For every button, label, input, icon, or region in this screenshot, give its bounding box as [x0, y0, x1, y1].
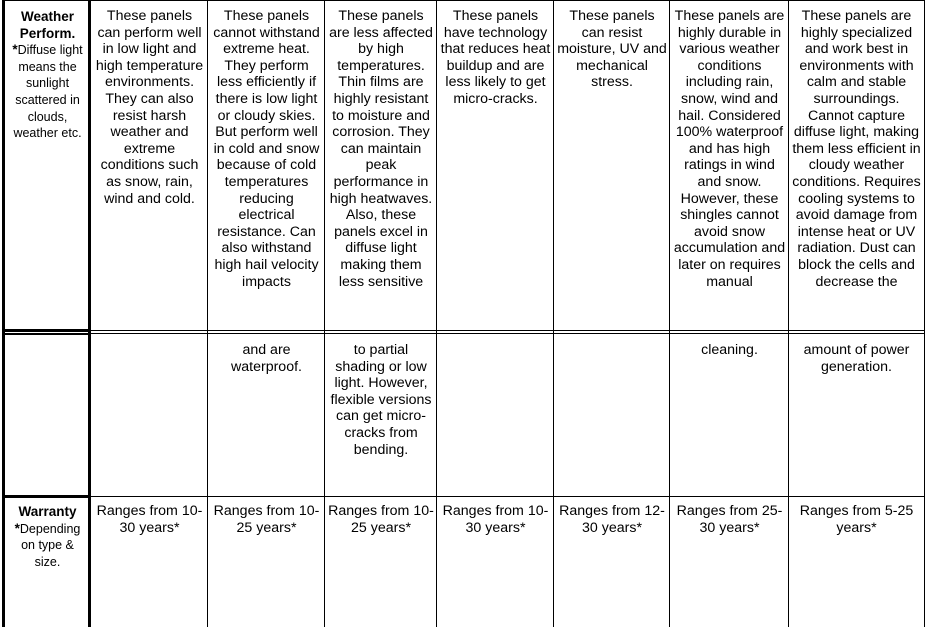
table-cell: Ranges from 10-30 years* — [96, 503, 203, 536]
table-cell: Ranges from 10-30 years* — [442, 503, 549, 536]
table-cell: These panels are less affected by high temperatures. Thin films are highly resistant to moisture and corrosion. They can maintain peak performance in high heatwaves. Also, these panels excel in diffuse light making them less sensitive — [329, 8, 433, 290]
row-header-star: * — [14, 520, 20, 536]
table-border — [91, 496, 925, 497]
table-border — [2, 333, 91, 335]
table-border — [91, 333, 925, 334]
row-header-title: Warranty — [18, 504, 77, 519]
table-cell: to partial shading or low light. However, flexible versions can get micro-cracks from bending. — [330, 342, 432, 458]
table-cell — [91, 334, 208, 496]
table-border — [2, 329, 91, 332]
table-border — [2, 0, 5, 627]
table-border — [924, 0, 925, 627]
table-border — [2, 495, 91, 498]
table-border — [436, 0, 437, 627]
row-header-weather — [5, 0, 90, 330]
table-cell: Ranges from 10-25 years* — [213, 503, 320, 536]
table-cell: Ranges from 10-25 years* — [328, 503, 434, 536]
table-border — [91, 330, 925, 331]
row-header-star: * — [12, 42, 18, 58]
row-header-continuation — [5, 334, 90, 496]
table-cell — [437, 334, 554, 496]
table-border — [207, 0, 208, 627]
row-header-title: Weather Perform. — [19, 9, 76, 41]
table-cell: These panels have technology that reduces heat buildup and are less likely to get micro-cracks. — [440, 8, 551, 107]
table-cell: amount of power generation. — [803, 342, 910, 375]
table-cell: These panels are highly durable in various weather conditions including rain, snow, wind and hail. Considered 100% waterproof and has high ratings in wind and snow. However, these shingles cannot avoid snow accumulation and later on requires manual — [673, 8, 786, 290]
table-border — [88, 0, 91, 627]
table-cell: and are waterproof. — [231, 342, 302, 375]
table-cell: Ranges from 12-30 years* — [559, 503, 665, 536]
table-cell: These panels cannot withstand extreme heat. They perform less efficiently if there is low light or cloudy skies. But perform well in cold and snow because of cold temperatures reducing electrical resistance. Can also withstand high hail velocity impacts — [213, 8, 320, 290]
table-border — [553, 0, 554, 627]
row-header-note: Diffuse light means the sunlight scattered in clouds, weather etc. — [13, 43, 83, 141]
table-cell: These panels can perform well in low light and high temperature environments. They can also resist harsh weather and extreme conditions such as snow, rain, wind and cold. — [95, 8, 204, 207]
table-cell: Ranges from 5-25 years* — [799, 503, 914, 536]
table-cell: These panels are highly specialized and work best in environments with calm and stable surroundings. Cannot capture diffuse light, making them less efficient in cloudy weather conditions. Requires cooling systems to avoid damage from intense heat or UV radiation. Dust can block the cells and decrease the — [792, 8, 921, 290]
table-cell — [554, 334, 670, 496]
table-cell: These panels can resist moisture, UV and mechanical stress. — [557, 8, 667, 91]
table-border — [669, 0, 670, 627]
table-border — [788, 0, 789, 627]
table-border — [2, 0, 925, 1]
row-header-note: Depending on type & size. — [19, 521, 81, 569]
table-cell: Ranges from 25-30 years* — [676, 503, 783, 536]
table-cell: cleaning. — [701, 342, 758, 358]
row-header-warranty — [5, 497, 90, 627]
table-border — [324, 0, 325, 627]
